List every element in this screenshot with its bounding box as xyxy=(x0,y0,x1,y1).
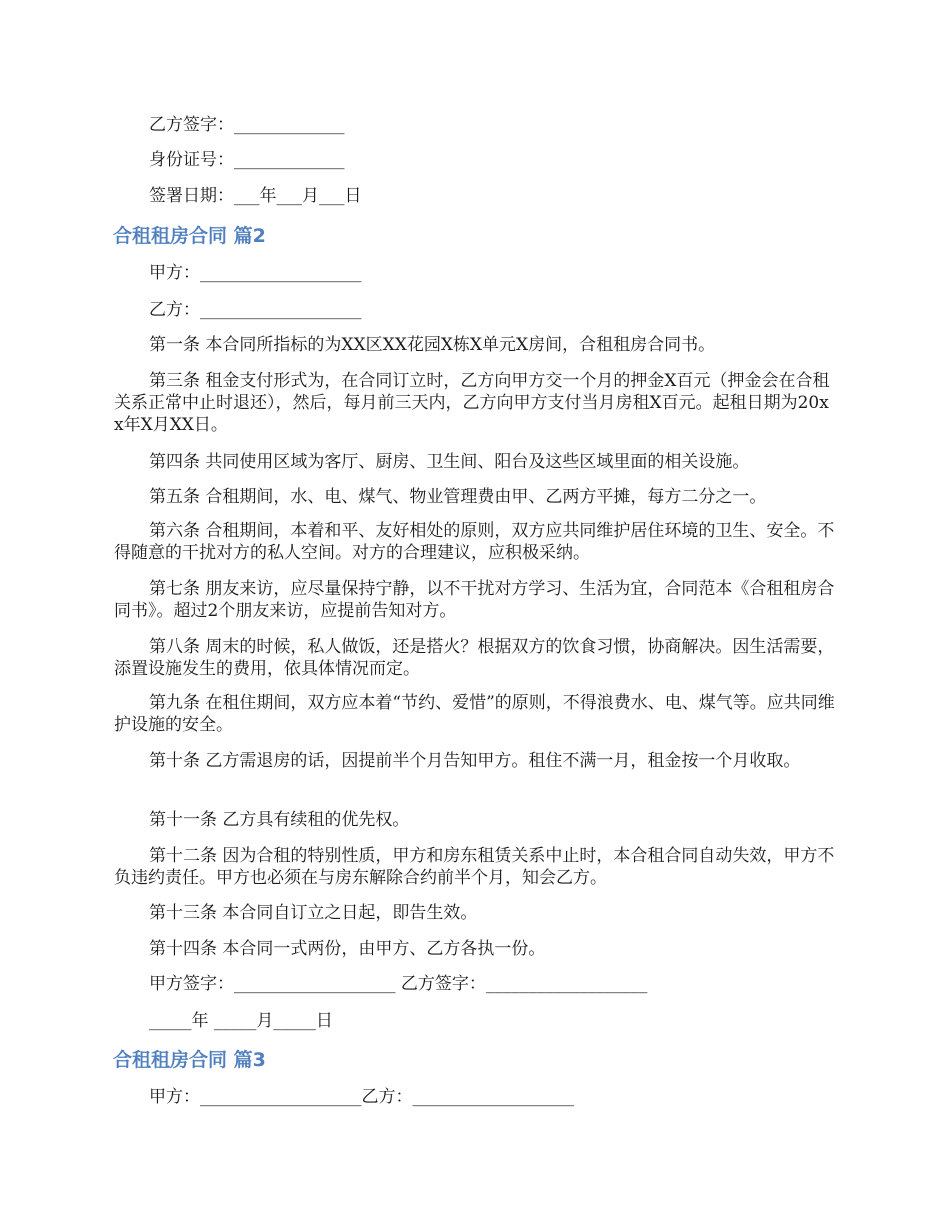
signatures-line: 甲方签字：___________________ 乙方签字：___________________ xyxy=(149,974,648,994)
clause-6: 第六条 合租期间，本着和平、友好相处的原则，双方应共同维护居住环境的卫生、安全。不得随意的干扰对方的私人空间。对方的合理建议，应积极采纳。 xyxy=(114,521,835,563)
clause-8: 第八条 周末的时候，私人做饭，还是搭火？根据双方的饮食习惯，协商解决。因生活需要，添置设施发生的费用，依具体情况而定。 xyxy=(114,637,835,679)
clause-4: 第四条 共同使用区域为客厅、厨房、卫生间、阳台及这些区域里面的相关设施。 xyxy=(149,452,750,472)
clause-7: 第七条 朋友来访，应尽量保持宁静，以不干扰对方学习、生活为宜，合同范本《合租租房合同书》。超过2个朋友来访，应提前告知对方。 xyxy=(114,579,835,621)
date-line: _____年 _____月_____日 xyxy=(149,1011,333,1031)
sign-date-line: 签署日期：___年___月___日 xyxy=(149,186,362,206)
section-heading-2: 合租租房合同 篇2 xyxy=(113,225,266,247)
parties-line: 甲方：___________________乙方：___________________ xyxy=(149,1087,574,1107)
clause-10: 第十条 乙方需退房的话，因提前半个月告知甲方。租住不满一月，租金按一个月收取。 xyxy=(149,751,801,771)
clause-3: 第三条 租金支付形式为，在合同订立时，乙方向甲方交一个月的押金X百元（押金会在合租关系正常中止时退还），然后，每月前三天内，乙方向甲方支付当月房租X百元。起租日期为20xx年X月XX日。 xyxy=(114,371,830,435)
clause-1: 第一条 本合同所指标的为XX区XX花园X栋X单元X房间，合租租房合同书。 xyxy=(149,335,716,355)
party-b-signature-line: 乙方签字：_____________ xyxy=(149,115,345,135)
clause-11: 第十一条 乙方具有续租的优先权。 xyxy=(149,810,410,830)
id-number-line: 身份证号：_____________ xyxy=(149,150,345,170)
clause-14: 第十四条 本合同一式两份，由甲方、乙方各执一份。 xyxy=(149,939,546,959)
clause-9: 第九条 在租住期间，双方应本着“节约、爱惜”的原则，不得浪费水、电、煤气等。应共同维护设施的安全。 xyxy=(114,693,835,735)
section-heading-3: 合租租房合同 篇3 xyxy=(113,1049,266,1071)
party-b-line: 乙方：___________________ xyxy=(149,300,362,320)
party-a-line: 甲方：___________________ xyxy=(149,263,362,283)
clause-13: 第十三条 本合同自订立之日起，即告生效。 xyxy=(149,903,478,923)
clause-5: 第五条 合租期间，水、电、煤气、物业管理费由甲、乙两方平摊，每方二分之一。 xyxy=(149,487,767,507)
clause-12: 第十二条 因为合租的特别性质，甲方和房东租赁关系中止时，本合租合同自动失效，甲方不负违约责任。甲方也必须在与房东解除合约前半个月，知会乙方。 xyxy=(114,846,835,888)
